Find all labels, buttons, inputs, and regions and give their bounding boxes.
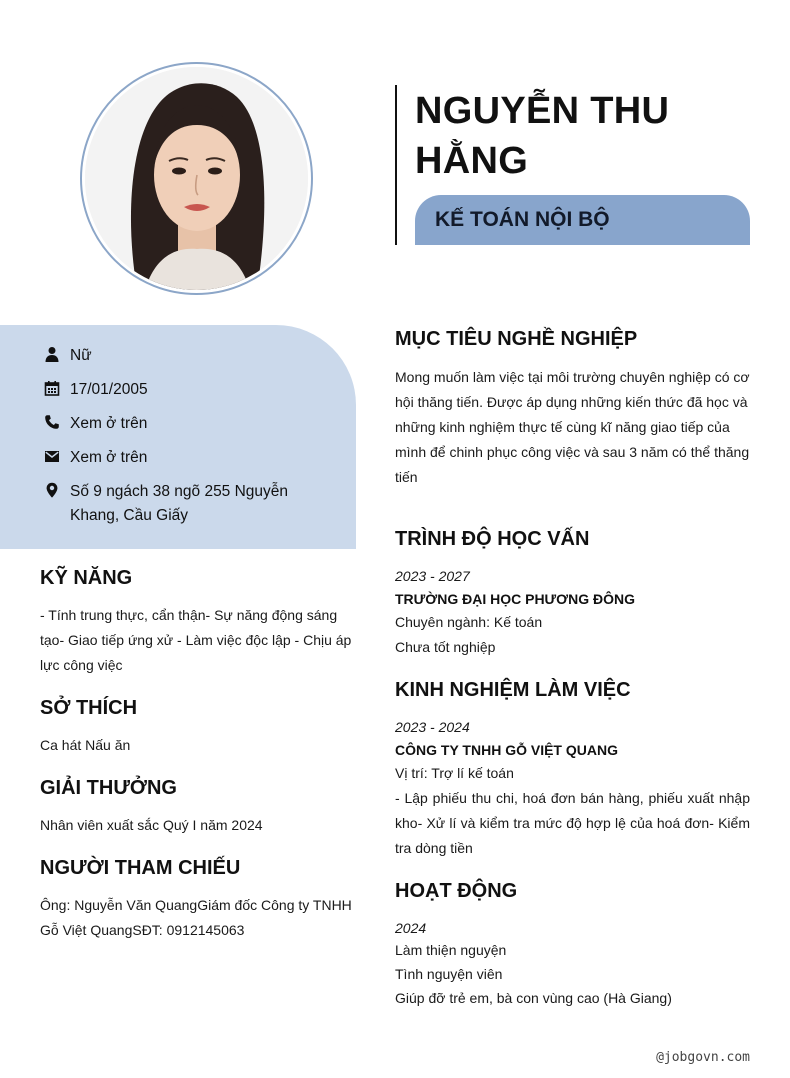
activities-line-3: Giúp đỡ trẻ em, bà con vùng cao (Hà Giang) [395,990,672,1006]
contact-address [44,480,310,528]
watermark: @jobgovn.com [656,1050,750,1065]
address-text: Số 9 ngách 38 ngõ 255 Nguyễn Khang, Cầu Giấy [70,483,289,524]
contact-birthday [44,378,310,402]
experience-period: 2023 - 2024 [395,719,470,735]
calendar-icon [44,380,60,396]
candidate-name: NGUYỄN THU HẰNG [415,90,670,182]
experience-position: Vị trí: Trợ lí kế toán [395,765,514,781]
email-text: Xem ở trên [70,449,148,466]
job-title: KẾ TOÁN NỘI BỘ [435,208,610,231]
skills-heading: KỸ NĂNG [40,567,133,589]
experience-heading: KINH NGHIỆM LÀM VIỆC [395,679,631,701]
contact-gender [44,344,310,368]
hobbies-text: Ca hát Nấu ăn [40,737,131,753]
portrait-illustration [85,67,308,290]
education-major: Chuyên ngành: Kế toán [395,614,543,630]
profile-photo-frame [80,62,313,295]
header-divider [395,85,397,245]
skills-text: - Tính trung thực, cẩn thận- Sự năng động sáng tạo- Giao tiếp ứng xử - Làm việc độc lập - Chịu áp lực công việc [40,607,352,673]
mail-icon [44,448,60,464]
contact-email [44,446,310,470]
references-heading: NGƯỜI THAM CHIẾU [40,857,241,879]
awards-text: Nhân viên xuất sắc Quý I năm 2024 [40,817,263,833]
contact-phone [44,412,310,436]
gender-text: Nữ [70,347,92,364]
education-heading: TRÌNH ĐỘ HỌC VẤN [395,528,590,550]
activities-line-1: Làm thiện nguyện [395,942,507,958]
hobbies-heading: SỞ THÍCH [40,697,138,719]
objective-text: Mong muốn làm việc tại môi trường chuyên nghiệp có cơ hội thăng tiến. Được áp dụng những kiến thức đã học và những kinh nghiệm thực tế cùng kĩ năng giao tiếp của mình để chinh phục công việc và sau 3 năm có thể thăng tiến [395,369,750,485]
location-pin-icon [44,482,60,498]
activities-heading: HOẠT ĐỘNG [395,880,518,902]
phone-text: Xem ở trên [70,415,148,432]
references-text: Ông: Nguyễn Văn QuangGiám đốc Công ty TNHH Gỗ Việt QuangSĐT: 0912145063 [40,897,352,938]
education-status: Chưa tốt nghiệp [395,639,496,655]
activities-year: 2024 [395,920,427,936]
experience-company: CÔNG TY TNHH GỖ VIỆT QUANG [395,742,618,758]
activities-line-2: Tình nguyện viên [395,966,503,982]
phone-icon [44,414,60,430]
awards-heading: GIẢI THƯỞNG [40,777,177,799]
job-title-banner [415,195,750,245]
objective-heading: MỤC TIÊU NGHỀ NGHIỆP [395,328,638,350]
education-school: TRƯỜNG ĐẠI HỌC PHƯƠNG ĐÔNG [395,591,636,607]
experience-description: - Lập phiếu thu chi, hoá đơn bán hàng, phiếu xuất nhập kho- Xử lí và kiểm tra mức độ hợp lệ của hoá đơn- Kiểm tra dòng tiền [395,790,750,856]
education-period: 2023 - 2027 [395,568,470,584]
birthday-text: 17/01/2005 [70,381,148,398]
person-icon [44,346,60,362]
profile-photo [85,67,308,290]
